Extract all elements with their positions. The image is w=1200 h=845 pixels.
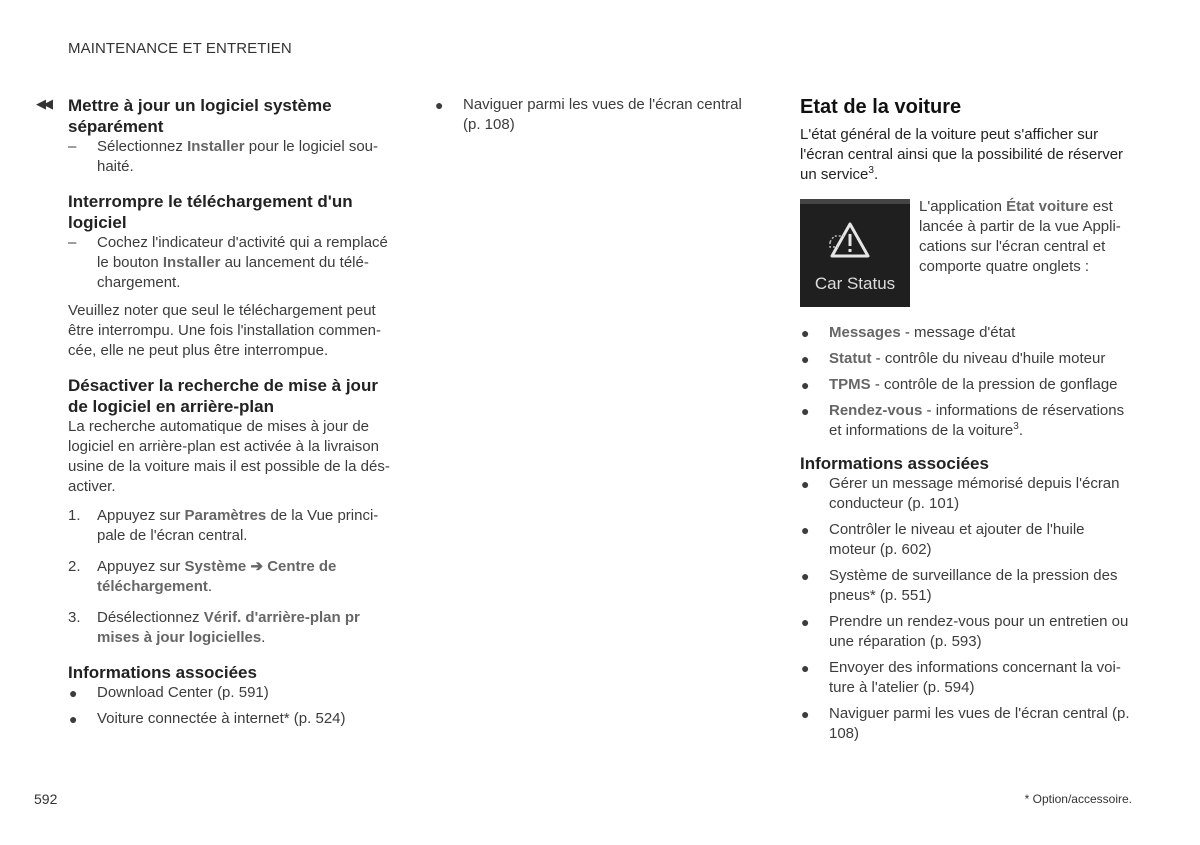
bullet-marker: ● xyxy=(801,614,810,630)
arrow-icon: ➔ xyxy=(250,558,264,575)
ui-label-download-center: Centre de téléchargement xyxy=(97,558,337,595)
footnote: * Option/accessoire. xyxy=(1024,792,1132,806)
ui-label-background-check: Vérif. d'arrière-plan pr mises à jour logicielles xyxy=(97,609,360,646)
bullet-marker: ● xyxy=(801,706,810,722)
heading-disable-background: Désactiver la recherche de mise à jour de logiciel en arrière-plan xyxy=(68,376,378,416)
disable-text: La recherche automatique de mises à jour de logiciel en arrière-plan est activée à la livraison usine de la voiture mais il est possible de la désactiver. xyxy=(68,418,390,495)
car-status-label: Car Status xyxy=(814,274,896,293)
bullet-marker: ● xyxy=(69,685,78,701)
running-header: MAINTENANCE ET ENTRETIEN xyxy=(68,40,292,57)
bullet-marker: ● xyxy=(801,325,810,341)
update-step: – Sélectionnez Installer pour le logiciel souhaité. xyxy=(68,138,379,175)
section-lead: L'état général de la voiture peut s'afficher sur l'écran central ainsi que la possibilité de réserver un service$^3$. xyxy=(800,126,1124,183)
bullet-marker: ● xyxy=(801,568,810,584)
ui-label-car-status: État voiture xyxy=(1006,198,1089,215)
dash-marker: – xyxy=(68,138,77,155)
interrupt-note: Veuillez noter que seul le téléchargement peut être interrompu. Une fois l'installation commencée, elle ne peut plus être interrompue. xyxy=(68,302,381,359)
page-number: 592 xyxy=(34,791,58,807)
ui-label-install: Installer xyxy=(187,138,245,155)
column-middle xyxy=(434,95,754,141)
related-link[interactable]: ● Gérer un message mémorisé depuis l'écran conducteur (p. 101) xyxy=(801,475,1120,512)
column-right xyxy=(800,95,1132,750)
step-1: 1. Appuyez sur Paramètres de la Vue principale de l'écran central. xyxy=(68,507,379,544)
ui-label-system: Système xyxy=(184,558,247,575)
related-link[interactable]: ● Naviguer parmi les vues de l'écran central (p. 108) xyxy=(435,96,742,133)
warning-car-icon xyxy=(828,220,884,260)
interrupt-step: – Cochez l'indicateur d'activité qui a remplacé le bouton Installer au lancement du téléchargement. xyxy=(68,234,388,291)
heading-related-info: Informations associées xyxy=(68,663,257,682)
related-link[interactable]: ● Voiture connectée à internet* (p. 524) xyxy=(69,710,346,727)
related-link[interactable]: ● Système de surveillance de la pression des pneus* (p. 551) xyxy=(801,567,1118,604)
tab-item-status: ● Statut - contrôle du niveau d'huile moteur xyxy=(801,350,1106,367)
column-left xyxy=(68,95,393,735)
heading-update-software: Mettre à jour un logiciel système séparément xyxy=(68,96,332,136)
car-status-block xyxy=(800,197,1132,315)
dash-marker: – xyxy=(68,234,77,251)
step-3: 3. Désélectionnez Vérif. d'arrière-plan pr mises à jour logicielles. xyxy=(68,609,360,646)
related-link[interactable]: ● Naviguer parmi les vues de l'écran central (p. 108) xyxy=(801,705,1130,742)
ui-label-settings: Paramètres xyxy=(184,507,267,524)
related-link[interactable]: ● Contrôler le niveau et ajouter de l'huile moteur (p. 602) xyxy=(801,521,1085,558)
bullet-marker: ● xyxy=(801,351,810,367)
bullet-marker: ● xyxy=(69,711,78,727)
heading-interrupt-download: Interrompre le téléchargement d'un logiciel xyxy=(68,192,353,232)
step-2: 2. Appuyez sur Système ➔ Centre de téléchargement. xyxy=(68,558,337,595)
bullet-marker: ● xyxy=(801,660,810,676)
continued-icon: ◀◀ xyxy=(36,96,50,111)
bullet-marker: ● xyxy=(801,522,810,538)
section-title: Etat de la voiture xyxy=(800,96,962,118)
heading-related-info: Informations associées xyxy=(800,454,989,473)
related-link[interactable]: ● Prendre un rendez-vous pour un entretien ou une réparation (p. 593) xyxy=(801,613,1129,650)
bullet-marker: ● xyxy=(801,403,810,419)
bullet-marker: ● xyxy=(801,377,810,393)
tab-item-messages: ● Messages - message d'état xyxy=(801,324,1016,341)
tab-item-tpms: ● TPMS - contrôle de la pression de gonflage xyxy=(801,376,1118,393)
related-link[interactable]: ● Envoyer des informations concernant la voiture à l'atelier (p. 594) xyxy=(801,659,1121,696)
ui-label-install: Installer xyxy=(162,254,221,271)
car-status-app-icon xyxy=(800,199,910,307)
bullet-marker: ● xyxy=(801,476,810,492)
app-description: L'application État voiture est lancée à partir de la vue Applications sur l'écran central et comporte quatre onglets : xyxy=(919,198,1121,275)
tab-item-appointments: ● Rendez-vous - informations de réservations et informations de la voiture$^3$. xyxy=(801,402,1125,439)
bullet-marker: ● xyxy=(435,97,444,113)
related-link[interactable]: ● Download Center (p. 591) xyxy=(69,684,269,701)
